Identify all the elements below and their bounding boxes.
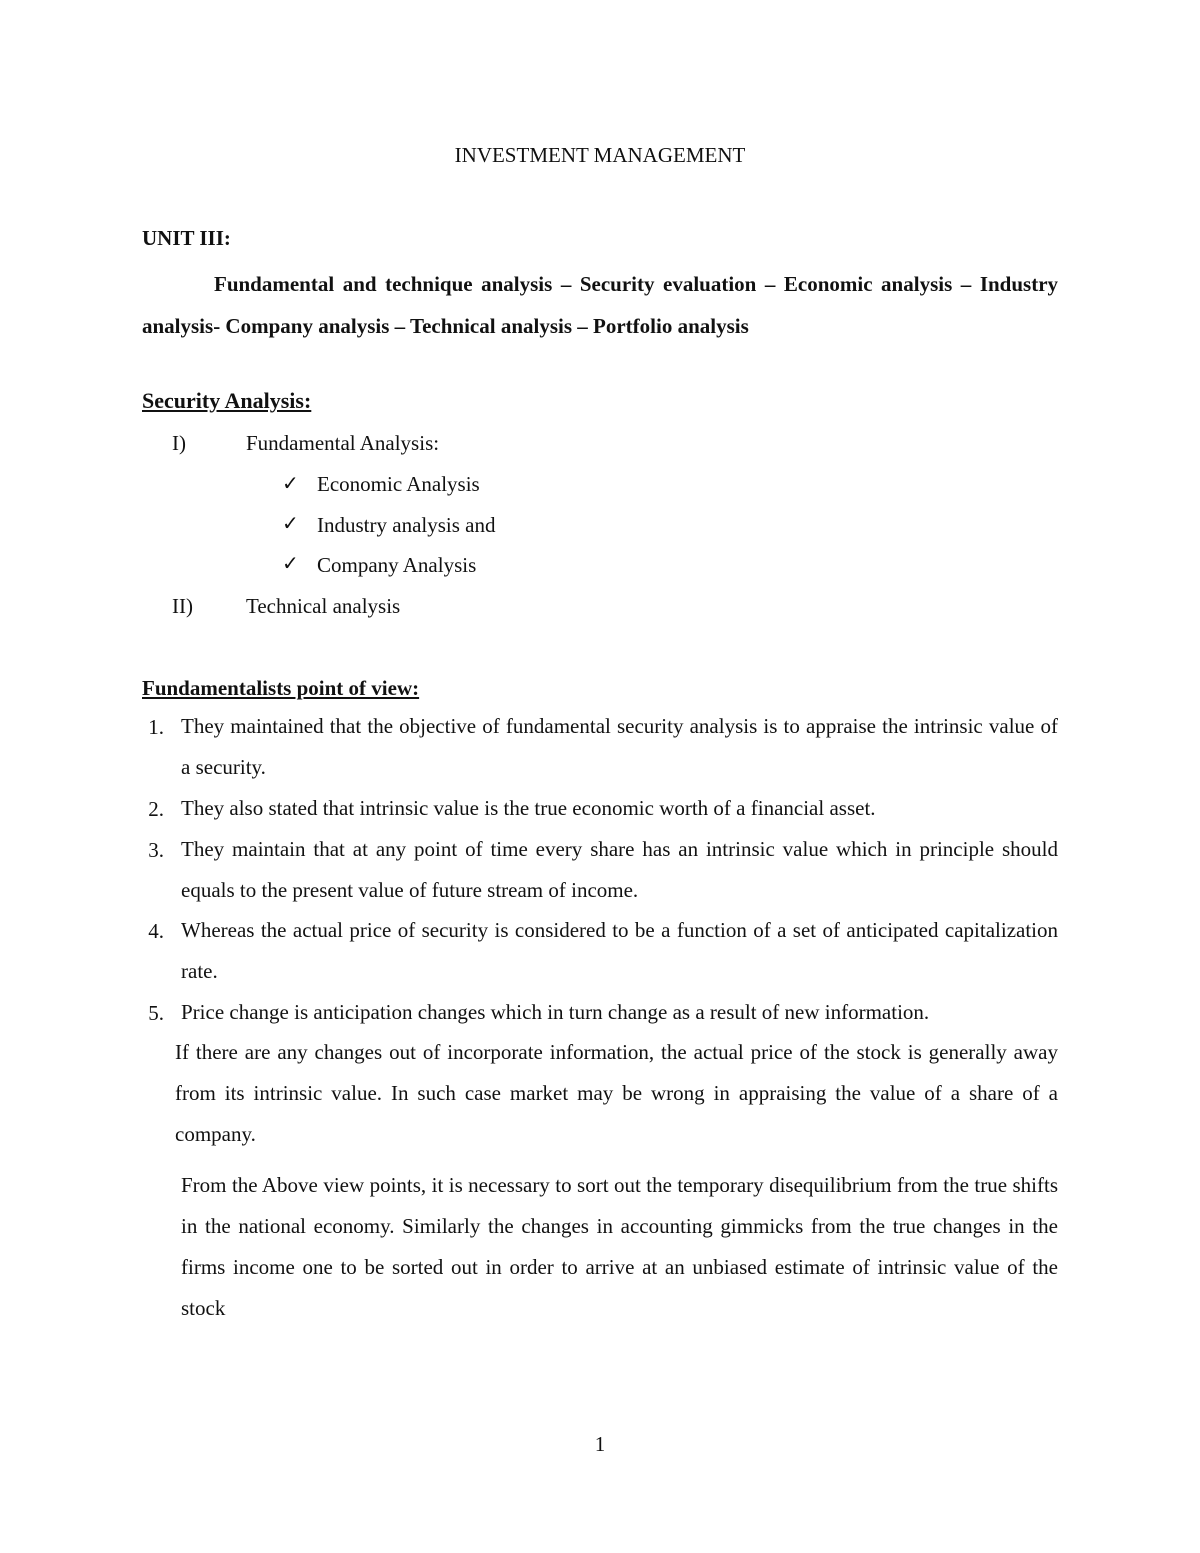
check-mark-icon: ✓ — [282, 473, 299, 495]
syllabus-line-1: Fundamental and technique analysis – Security evaluation – Economic analysis – — [214, 272, 972, 296]
fundamentalists-heading: Fundamentalists point of view: — [142, 676, 420, 700]
point-2-text: They also stated that intrinsic value is the true economic worth of a financial asset. — [181, 796, 876, 820]
page-number: 1 — [594, 1432, 606, 1456]
paragraph-conclusion: From the Above view points, it is necessary to sort out the temporary disequilibrium from the true shifts in the national economy. Similarly the changes in accounting gimmicks from the true changes in the firms income one to be sorted out in order to arrive at an unbiased estimate of intrinsic value of the stock — [181, 1173, 1058, 1320]
list-number-5: 5. — [148, 1001, 164, 1025]
sub-item-industry-analysis: Industry analysis and — [317, 513, 496, 537]
point-4-text: Whereas the actual price of security is considered to be a function of a set of anticipated capitalization rate. — [181, 918, 1058, 983]
list-number-1: 1. — [148, 715, 164, 739]
list-number-3: 3. — [148, 838, 164, 862]
technical-analysis-item: Technical analysis — [246, 594, 401, 618]
point-5-text: Price change is anticipation changes which in turn change as a result of new information. — [181, 1000, 930, 1024]
sub-item-company-analysis: Company Analysis — [317, 553, 477, 577]
document-title: INVESTMENT MANAGEMENT — [454, 143, 746, 167]
list-marker-roman-1: I) — [172, 431, 186, 455]
list-marker-roman-2: II) — [172, 594, 193, 618]
check-mark-icon: ✓ — [282, 513, 299, 535]
list-number-2: 2. — [148, 797, 164, 821]
check-mark-icon: ✓ — [282, 553, 299, 575]
fundamental-analysis-item: Fundamental Analysis: — [246, 431, 440, 455]
syllabus-topics — [142, 263, 1058, 347]
sub-item-economic-analysis: Economic Analysis — [317, 472, 480, 496]
list-number-4: 4. — [148, 919, 164, 943]
paragraph-market-wrong: If there are any changes out of incorporate information, the actual price of the stock is generally away from its intrinsic value. In such case market may be wrong in appraising the value of a share of a company. — [175, 1040, 1058, 1146]
security-analysis-heading: Security Analysis: — [142, 388, 312, 413]
syllabus-line-2: Industry analysis- Company analysis – Technical analysis – Portfolio analysis — [142, 272, 1059, 338]
point-1-text: They maintained that the objective of fundamental security analysis is to appraise the intrinsic value of a security. — [181, 714, 1058, 779]
unit-label: UNIT III: — [142, 226, 231, 250]
point-3-text: They maintain that at any point of time every share has an intrinsic value which in principle should equals to the present value of future stream of income. — [181, 837, 1058, 902]
